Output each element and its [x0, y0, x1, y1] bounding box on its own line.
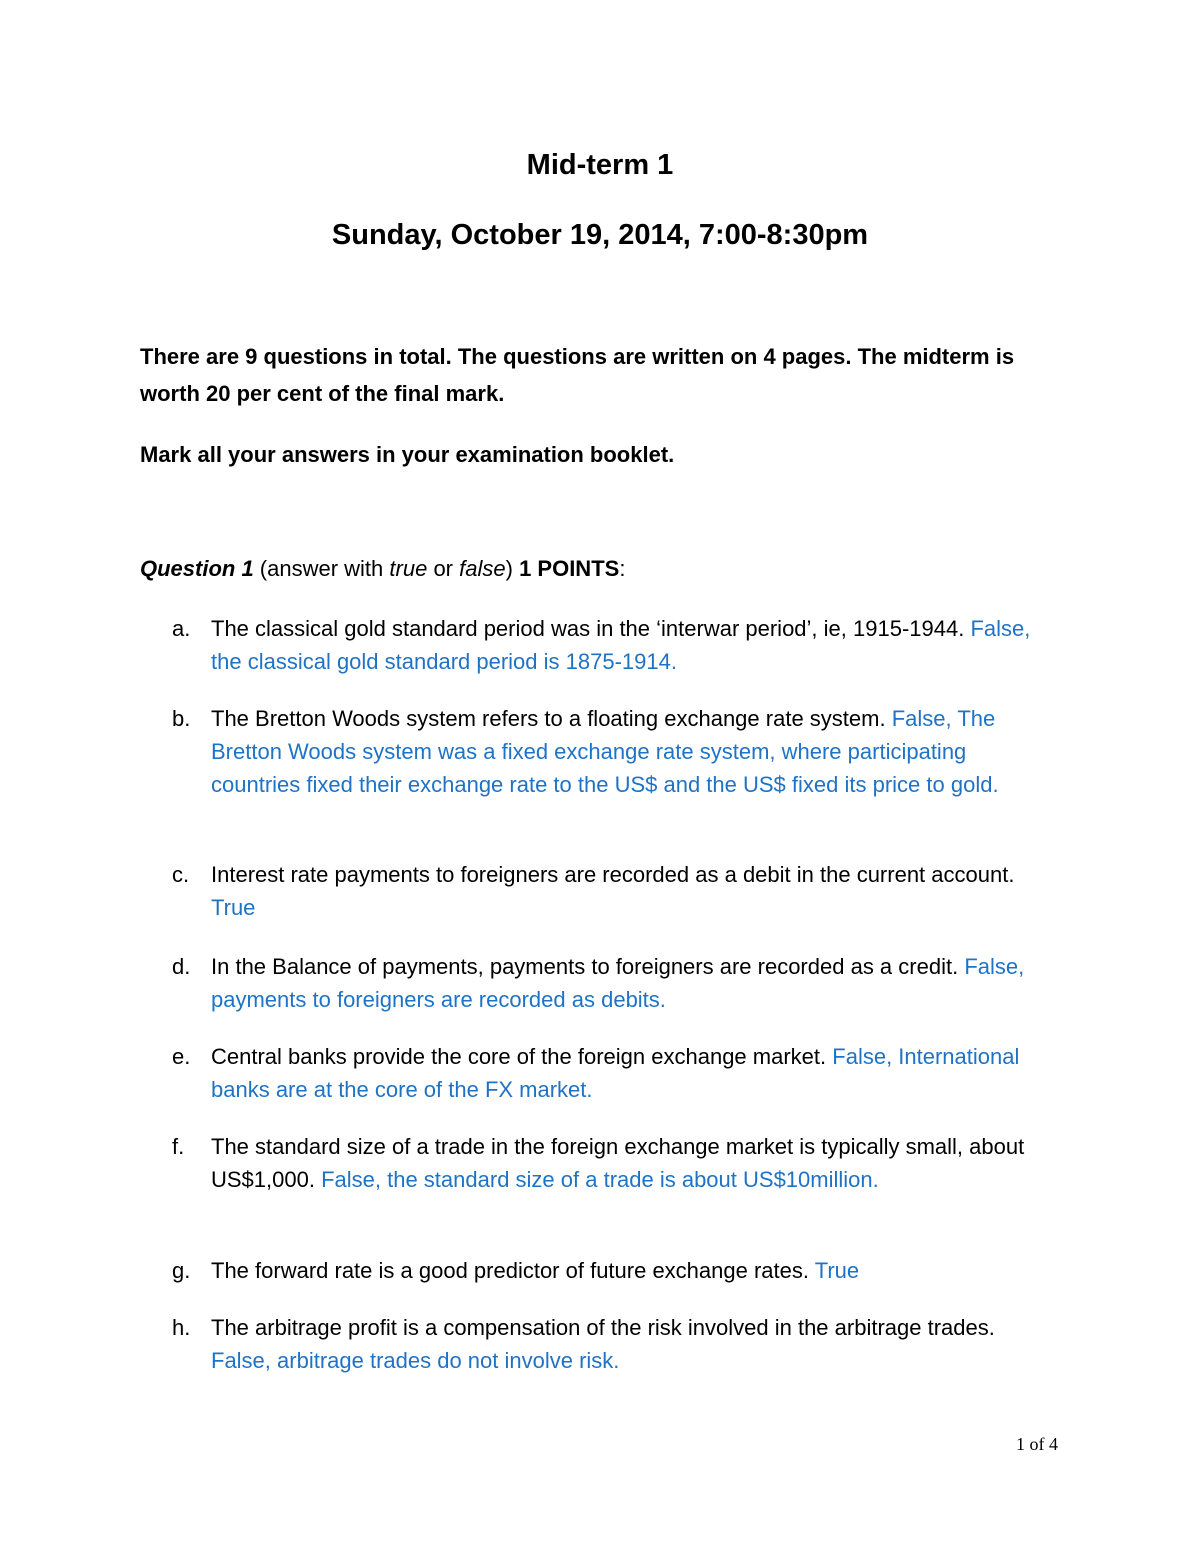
instructions-answer-booklet: Mark all your answers in your examination booklet. — [140, 442, 675, 467]
answer-text: True — [211, 895, 256, 920]
question-instruction-open: (answer with — [253, 556, 390, 581]
answer-text: False, the classical gold standard period is 1875-1914. — [211, 616, 1031, 674]
statement-text: In the Balance of payments, payments to foreigners are recorded as a credit. — [211, 954, 959, 979]
list-item — [172, 858, 1052, 924]
statement-text: The forward rate is a good predictor of future exchange rates. — [211, 1258, 809, 1283]
question-instruction-close: ) — [505, 556, 520, 581]
list-item — [172, 1311, 1052, 1377]
list-item-marker: f. — [172, 1134, 185, 1159]
list-item-marker: g. — [172, 1258, 191, 1283]
answer-text: False, arbitrage trades do not involve risk. — [211, 1348, 620, 1373]
answer-text: False, payments to foreigners are recorded as debits. — [211, 954, 1025, 1012]
question-false-word: false — [459, 556, 506, 581]
list-item-marker: d. — [172, 954, 191, 979]
answer-text: True — [814, 1258, 860, 1283]
page-number: 1 of 4 — [1016, 1434, 1058, 1454]
list-item — [172, 1130, 1052, 1196]
question-heading — [140, 552, 625, 586]
statement-text: The standard size of a trade in the foreign exchange market is typically small, about US$1,000. — [211, 1134, 1025, 1192]
statement-text: The classical gold standard period was in the ‘interwar period’, ie, 1915-1944. — [211, 616, 965, 641]
question-points: 1 POINTS — [519, 556, 620, 581]
exam-date-time: Sunday, October 19, 2014, 7:00-8:30pm — [331, 219, 869, 251]
statement-text: The arbitrage profit is a compensation of the risk involved in the arbitrage trades. — [211, 1315, 995, 1340]
list-item — [172, 612, 1052, 678]
question-true-word: true — [389, 556, 428, 581]
list-item — [172, 950, 1052, 1016]
list-item-marker: a. — [172, 616, 191, 641]
list-item-marker: b. — [172, 706, 191, 731]
statement-text: Interest rate payments to foreigners are recorded as a debit in the current account. — [211, 862, 1015, 887]
instructions-paragraph: There are 9 questions in total. The questions are written on 4 pages. The midterm is worth 20 per cent of the final mark. — [140, 344, 1015, 406]
question-colon: : — [619, 556, 626, 581]
list-item-marker: e. — [172, 1044, 191, 1069]
question-or-word: or — [427, 556, 460, 581]
answer-text: False, the standard size of a trade is about US$10million. — [321, 1167, 879, 1192]
page-title: Mid-term 1 — [526, 149, 674, 181]
statement-text: Central banks provide the core of the foreign exchange market. — [211, 1044, 827, 1069]
question-label: Question 1 — [140, 556, 254, 581]
answer-text: False, The Bretton Woods system was a fixed exchange rate system, where participating countries fixed their exchange rate to the US$ and the US$ fixed its price to gold. — [211, 706, 999, 797]
list-item-marker: c. — [172, 862, 190, 887]
list-item — [172, 1254, 1052, 1287]
list-item-marker: h. — [172, 1315, 191, 1340]
statement-text: The Bretton Woods system refers to a floating exchange rate system. — [211, 706, 886, 731]
answer-text: False, International banks are at the core of the FX market. — [211, 1044, 1020, 1102]
list-item — [172, 1040, 1052, 1106]
list-item — [172, 702, 1052, 801]
